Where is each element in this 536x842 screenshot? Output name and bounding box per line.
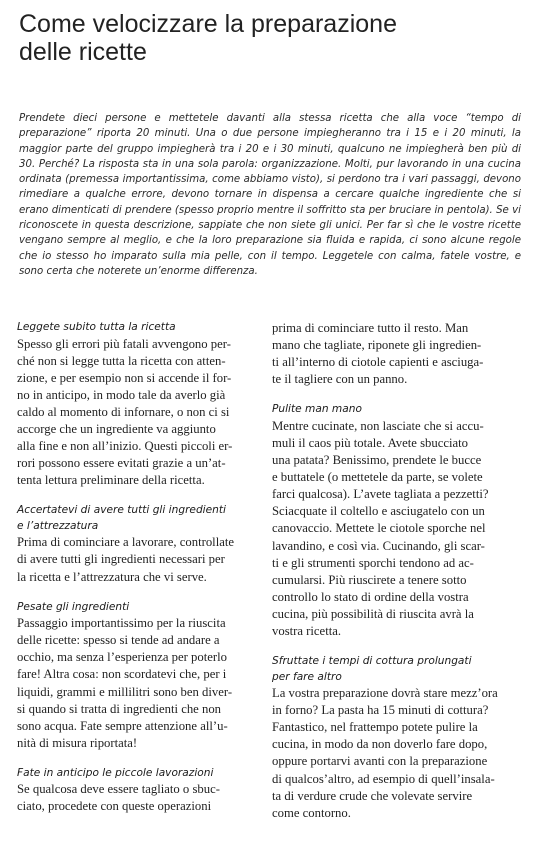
body-line: di avere tutti gli ingredienti necessari per	[17, 552, 225, 567]
body-line: te il tagliere con un panno.	[272, 372, 408, 387]
body-line: canovaccio. Mettete le ciotole sporche nel	[272, 521, 486, 536]
body-line: una patata? Benissimo, prendete le bucce	[272, 453, 482, 468]
body-line: lavandino, e così via. Cucinando, gli scar-	[272, 538, 485, 553]
section-heading	[272, 654, 502, 685]
section-body	[17, 534, 245, 585]
body-line: fare! Altra cosa: non scordatevi che, per i	[17, 667, 227, 682]
body-line: cucina, in modo da non doverlo fare dopo,	[272, 737, 488, 752]
section-body	[272, 320, 502, 388]
body-line: Fantastico, nel frattempo potete pulire la	[272, 720, 478, 735]
section-body	[17, 615, 245, 752]
body-line: Mentre cucinate, non lasciate che si accu-	[272, 418, 484, 433]
heading-line: e l’attrezzatura	[17, 519, 99, 532]
body-line: occhio, ma senza l’esperienza per poterlo	[17, 650, 227, 665]
body-line: sono acqua. Fate sempre attenzione all’u-	[17, 718, 228, 733]
section-heading	[17, 766, 245, 782]
article-section	[272, 402, 502, 640]
body-line: cumularsi. Più riuscirete a tenere sotto	[272, 572, 467, 587]
heading-line: Accertatevi di avere tutti gli ingredienti	[17, 504, 226, 517]
article-section	[272, 320, 502, 388]
body-line: ti e gli strumenti sporchi tendono ad ac-	[272, 555, 474, 570]
body-line: controllo lo stato di ordine della vostra	[272, 589, 469, 604]
body-line: rori possono essere evitati grazie a un’at-	[17, 456, 226, 471]
body-line: liquidi, grammi e millilitri sono ben diver-	[17, 684, 233, 699]
body-line: La vostra preparazione dovrà stare mezz’ora	[272, 686, 498, 701]
section-body	[272, 418, 502, 640]
body-line: tenta lettura preliminare della ricetta.	[17, 473, 205, 488]
body-line: cucina, più possibilità di riuscita avrà la	[272, 606, 474, 621]
title-line: delle ricette	[19, 38, 147, 66]
body-line: muli il caos più totale. Avete sbucciato	[272, 435, 469, 450]
body-line: prima di cominciare tutto il resto. Man	[272, 321, 469, 335]
body-line: Passaggio importantissimo per la riuscita	[17, 616, 226, 631]
body-line: zione, e per esempio non si accende il for-	[17, 370, 232, 385]
body-line: oppure portarvi avanti con la preparazione	[272, 754, 488, 769]
right-column	[272, 320, 502, 836]
body-line: mano che tagliate, riponete gli ingredien-	[272, 338, 482, 353]
body-line: di qualcos’altro, ad esempio di quell’insala-	[272, 771, 495, 786]
body-line: farci qualcosa). L’avete tagliata a pezzetti?	[272, 487, 489, 502]
body-line: Prima di cominciare a lavorare, controllate	[17, 535, 235, 550]
body-line: delle ricette: spesso si tende ad andare a	[17, 633, 220, 648]
body-line: Sciacquate il coltello e asciugatelo con un	[272, 504, 485, 519]
body-line: in forno? La pasta ha 15 minuti di cottura?	[272, 703, 489, 718]
article-section	[17, 600, 245, 752]
body-line: alla fine e non all’inizio. Questi piccoli er-	[17, 439, 233, 454]
section-heading	[17, 320, 245, 336]
left-column	[17, 320, 245, 830]
body-line: Se qualcosa deve essere tagliato o sbuc-	[17, 782, 220, 797]
heading-line: Sfruttate i tempi di cottura prolungati	[272, 655, 472, 668]
page-title	[19, 10, 519, 66]
heading-line: Leggete subito tutta la ricetta	[17, 321, 176, 333]
section-body	[17, 781, 245, 815]
body-line: caldo al momento di infornare, o non ci si	[17, 404, 230, 419]
heading-line: Pulite man mano	[272, 403, 362, 416]
body-line: ciato, procedete con queste operazioni	[17, 799, 212, 814]
body-line: e buttatele (o mettetele da parte, se volete	[272, 470, 483, 485]
article-section	[17, 320, 245, 489]
body-line: ti all’interno di ciotole capienti e asciuga-	[272, 355, 484, 370]
body-line: la ricetta e l’attrezzatura che vi serve.	[17, 569, 207, 584]
body-line: vostra ricetta.	[272, 624, 342, 638]
section-heading	[17, 503, 245, 534]
section-heading	[17, 600, 245, 616]
heading-line: Fate in anticipo le piccole lavorazioni	[17, 766, 214, 779]
body-line: nità di misura riportata!	[17, 735, 138, 750]
heading-line: Pesate gli ingredienti	[17, 600, 130, 613]
article-section	[272, 654, 502, 822]
intro-paragraph: Prendete dieci persone e mettetele davanti alla stessa ricetta che alla voce “tempo di preparazione” riporta 20 minuti. Una o due persone impiegheranno tra i 15 e i 20 minuti, la maggior parte del gruppo impiegherà tra i 20 e i 30 minuti, qualcuno ne impiegherà ben più di 30. Perché? La risposta sta in una sola parola: organizzazione. Molti, pur lavorando in una cucina ordinata (premessa importantissima, come abbiamo visto), si perdono tra i vari passaggi, devono rimediare a qualche errore, devono tornare in dispensa a cercare qualche ingrediente che si erano dimenticati di prendere (spesso proprio mentre il soffritto sta per bruciare in pentola). Se vi riconoscete in questa descrizione, sappiate che non siete gli unici. Per far sì che le vostre ricette vengano sempre al meglio, e che la loro preparazione sia fluida e rapida, ci sono alcune regole che io stesso ho imparato sulla mia pelle, con il tempo. Leggetele con calma, fatele vostre, e sono certa che noterete un’enorme differenza.	[19, 113, 521, 277]
body-line: come contorno.	[272, 805, 351, 820]
article-section	[17, 766, 245, 816]
body-line: ta di verdure crude che volevate servire	[272, 788, 473, 803]
body-line: no in anticipo, in modo tale da averlo già	[17, 387, 226, 402]
section-body	[17, 336, 245, 490]
title-line: Come velocizzare la preparazione	[19, 10, 397, 38]
body-line: accorge che un ingrediente va aggiunto	[17, 421, 216, 436]
article-section	[17, 503, 245, 585]
body-line: si quando si tratta di ingredienti che non	[17, 701, 222, 716]
section-body	[272, 685, 502, 822]
section-heading	[272, 402, 502, 418]
body-line: ché non si legge tutta la ricetta con atten-	[17, 353, 226, 368]
body-line: Spesso gli errori più fatali avvengono per-	[17, 336, 231, 351]
heading-line: per fare altro	[272, 670, 342, 683]
